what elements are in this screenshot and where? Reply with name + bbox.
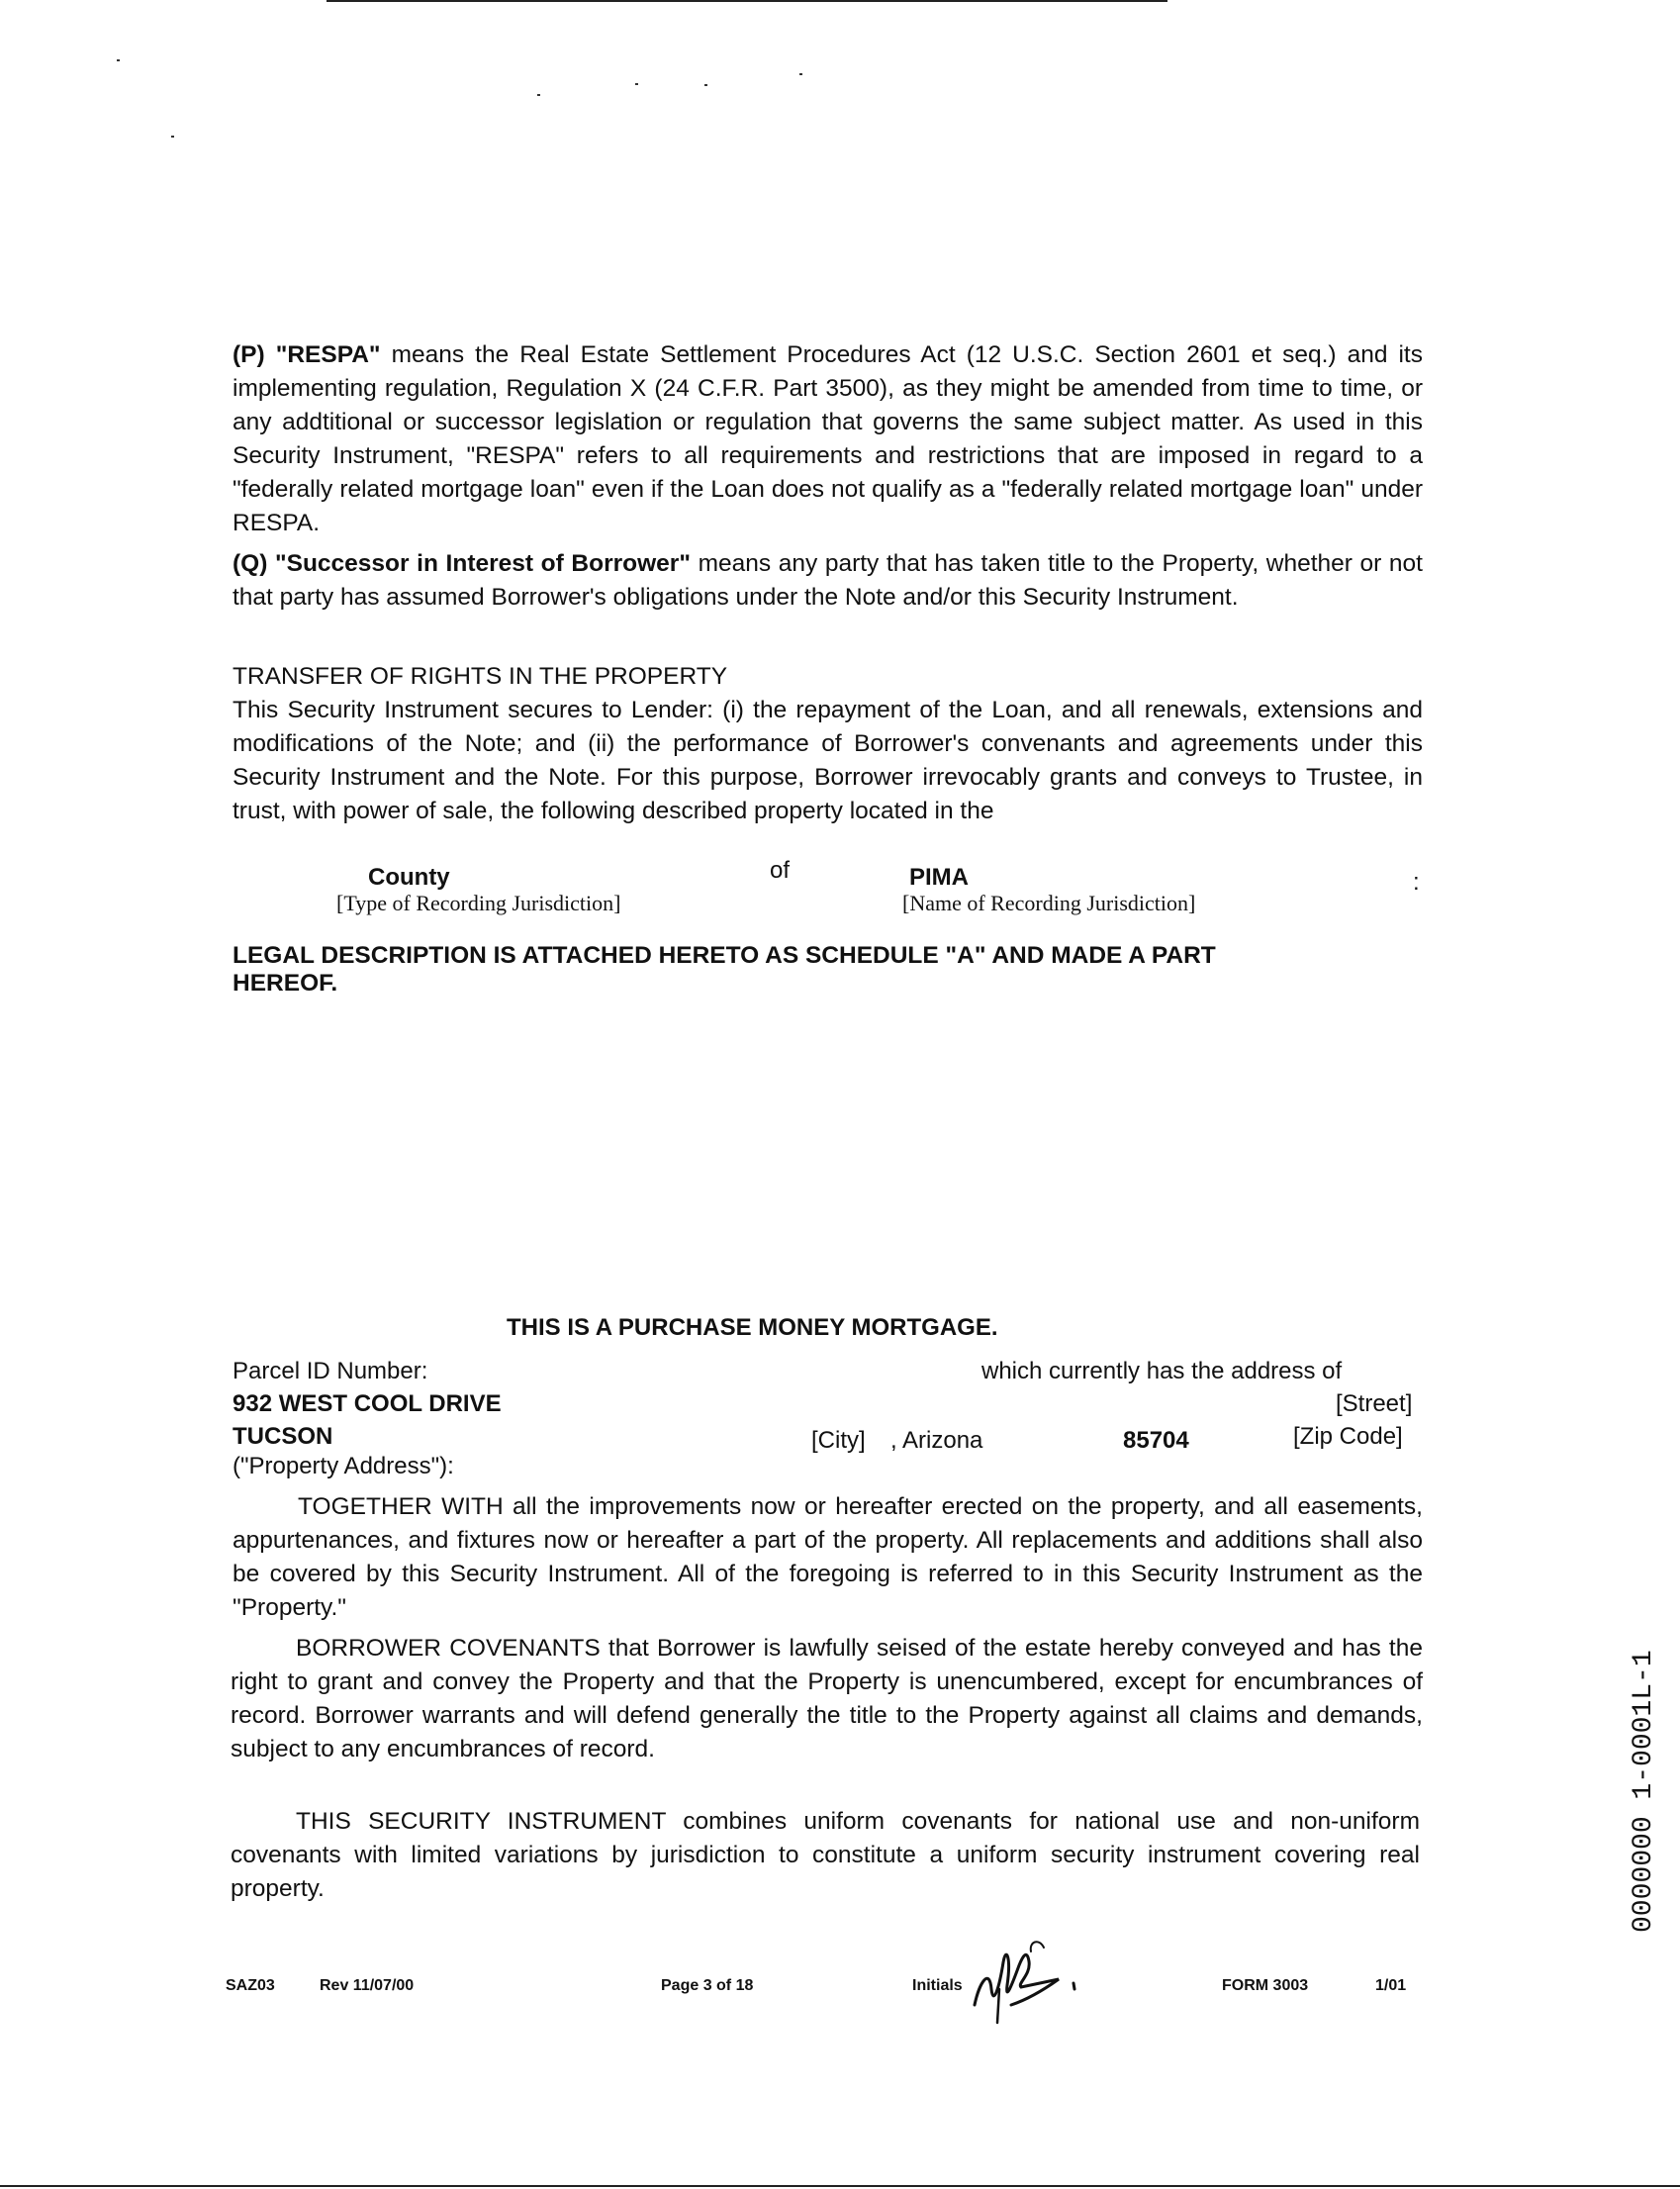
side-stamp-text: 0000000 1-0001L-1: [1629, 1650, 1659, 1933]
section-p-paragraph: [233, 338, 1423, 540]
street-caption: [Street]: [1336, 1390, 1413, 1417]
jurisdiction-type-caption: [Type of Recording Jurisdiction]: [336, 891, 621, 915]
section-q-label: (Q): [233, 550, 268, 577]
together-with-paragraph: TOGETHER WITH all the improvements now or hereafter erected on the property, and all easements, appurtenances, and fixtures now or hereafter a part of the property. All replacements and additions shall also be covered by this Security Instrument. All of the foregoing is referred to in this Security Instrument as the "Property.": [233, 1493, 1423, 1621]
top-border-line: [327, 0, 1167, 2]
purchase-money-heading: THIS IS A PURCHASE MONEY MORTGAGE.: [507, 1314, 998, 1341]
jurisdiction-colon: :: [1413, 869, 1420, 896]
section-p-text: means the Real Estate Settlement Procedures Act (12 U.S.C. Section 2601 et seq.) and its implementing regulation, Regulation X (24 C.F.R. Part 3500), as they might be amended from time to time, or any addtitional or successor legislation or regulation that governs the same subject matter. As used in this Security Instrument, "RESPA" refers to all requirements and restrictions that are imposed in regard to a "federally related mortgage loan" even if the Loan does not qualify as a "federally related mortgage loan" under RESPA.: [233, 341, 1423, 536]
legal-description: LEGAL DESCRIPTION IS ATTACHED HERETO AS SCHEDULE "A" AND MADE A PART HEREOF.: [233, 942, 1216, 997]
transfer-paragraph: This Security Instrument secures to Lender: (i) the repayment of the Loan, and all renewals, extensions and modifications of the Note; and (ii) the performance of Borrower's convenants and agreements under this Security Instrument and the Note. For this purpose, Borrower irrevocably grants and conveys to Trustee, in trust, with power of sale, the following described property located in the: [233, 697, 1423, 824]
scan-speck: [171, 136, 174, 138]
footer-initials-label: Initials: [912, 1977, 963, 1994]
bottom-border-line: [0, 2185, 1680, 2187]
scan-speck: [799, 73, 802, 75]
city: TUCSON: [233, 1423, 333, 1450]
street-address: 932 WEST COOL DRIVE: [233, 1390, 502, 1417]
zip-caption: [Zip Code]: [1293, 1423, 1403, 1450]
state: , Arizona: [890, 1427, 983, 1454]
security-instrument-paragraph: THIS SECURITY INSTRUMENT combines uniform covenants for national use and non-uniform covenants with limited variations by jurisdiction to constitute a uniform security instrument covering real property.: [231, 1808, 1420, 1902]
address-intro: which currently has the address of: [981, 1358, 1343, 1384]
zip-code: 85704: [1123, 1427, 1189, 1454]
property-address-label: ("Property Address"):: [233, 1453, 454, 1479]
transfer-heading: TRANSFER OF RIGHTS IN THE PROPERTY: [233, 663, 728, 690]
section-p-term: "RESPA": [275, 341, 381, 368]
section-q-paragraph: [233, 547, 1423, 615]
scan-speck: [537, 94, 540, 96]
parcel-id-label: Parcel ID Number:: [233, 1358, 428, 1384]
initials-signature: [960, 1928, 1093, 2027]
side-barcode-stamp: [1623, 1596, 1662, 1933]
borrower-covenants-paragraph: BORROWER COVENANTS that Borrower is lawfully seised of the estate hereby conveyed and has the right to grant and convey the Property and that the Property is unencumbered, except for encumbrances of record. Borrower warrants and will defend generally the title to the Property against all claims and demands, subject to any encumbrances of record.: [231, 1635, 1423, 1762]
scan-speck: [704, 84, 707, 86]
jurisdiction-name-value: PIMA: [909, 864, 969, 891]
scan-speck: [117, 59, 120, 61]
footer-form-date: 1/01: [1375, 1977, 1407, 1994]
footer-revision: Rev 11/07/00: [320, 1977, 415, 1994]
jurisdiction-type-value: County: [368, 864, 450, 891]
footer-page-number: Page 3 of 18: [661, 1977, 754, 1994]
section-q-text: means any party that has taken title to the Property, whether or not that party has assumed Borrower's obligations under the Note and/or this Security Instrument.: [233, 550, 1423, 611]
footer-form-number: FORM 3003: [1222, 1977, 1309, 1994]
section-p-label: (P): [233, 341, 265, 368]
jurisdiction-of: of: [770, 857, 791, 884]
section-q-term: "Successor in Interest of Borrower": [275, 550, 691, 577]
footer-form-code: SAZ03: [226, 1977, 275, 1994]
city-caption: [City]: [811, 1427, 866, 1454]
scan-speck: [635, 83, 638, 85]
jurisdiction-name-caption: [Name of Recording Jurisdiction]: [902, 891, 1196, 915]
